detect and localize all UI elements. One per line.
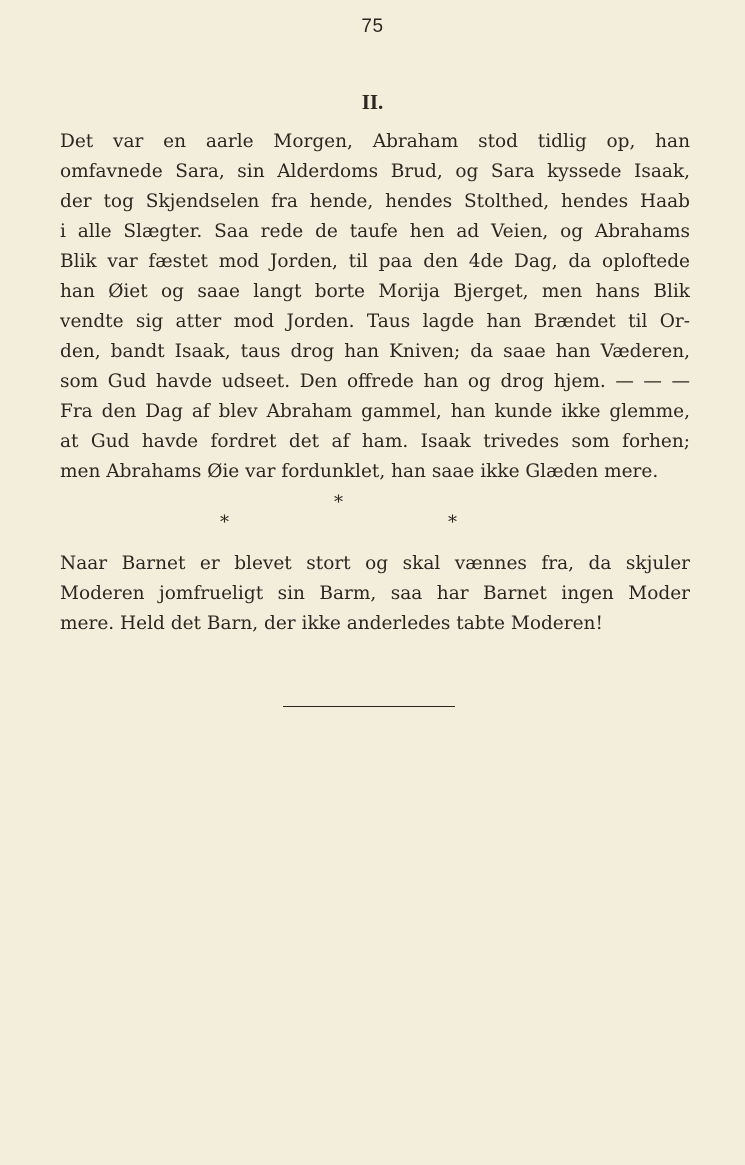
text-line: omfavnede Sara, sin Alderdoms Brud, og Sara kyssede Isaak,: [60, 161, 690, 182]
text-line: Fra den Dag af blev Abraham gammel, han kunde ikke glemme,: [60, 401, 690, 422]
paragraph-1: [60, 127, 690, 487]
text-line: vendte sig atter mod Jorden. Taus lagde han Brændet til Or-: [60, 311, 690, 332]
text-line: der tog Skjendselen fra hende, hendes Stolthed, hendes Haab: [60, 191, 690, 212]
text-line: mere. Held det Barn, der ikke anderledes tabte Moderen!: [60, 613, 603, 634]
text-line: i alle Slægter. Saa rede de taufe hen ad Veien, og Abrahams: [60, 221, 690, 242]
asterisk: *: [448, 512, 457, 533]
text-line: Blik var fæstet mod Jorden, til paa den 4de Dag, da oploftede: [60, 251, 690, 272]
end-rule: [283, 706, 455, 707]
paragraph-2: [60, 549, 690, 639]
text-line: Det var en aarle Morgen, Abraham stod tidlig op, han: [60, 131, 690, 152]
text-line: Moderen jomfrueligt sin Barm, saa har Barnet ingen Moder: [60, 583, 690, 604]
text-line: men Abrahams Øie var fordunklet, han saae ikke Glæden mere.: [60, 461, 659, 482]
text-line: Naar Barnet er blevet stort og skal vænnes fra, da skjuler: [60, 553, 690, 574]
text-line: den, bandt Isaak, taus drog han Kniven; da saae han Væderen,: [60, 341, 690, 362]
page-number: 75: [361, 16, 384, 37]
text-line: som Gud havde udseet. Den offrede han og drog hjem. — — —: [60, 371, 690, 392]
asterisk: *: [334, 492, 343, 513]
chapter-heading: II.: [361, 90, 384, 114]
text-line: han Øiet og saae langt borte Morija Bjerget, men hans Blik: [60, 281, 690, 302]
text-line: at Gud havde fordret det af ham. Isaak trivedes som forhen;: [60, 431, 690, 452]
asterisk: *: [220, 512, 229, 533]
